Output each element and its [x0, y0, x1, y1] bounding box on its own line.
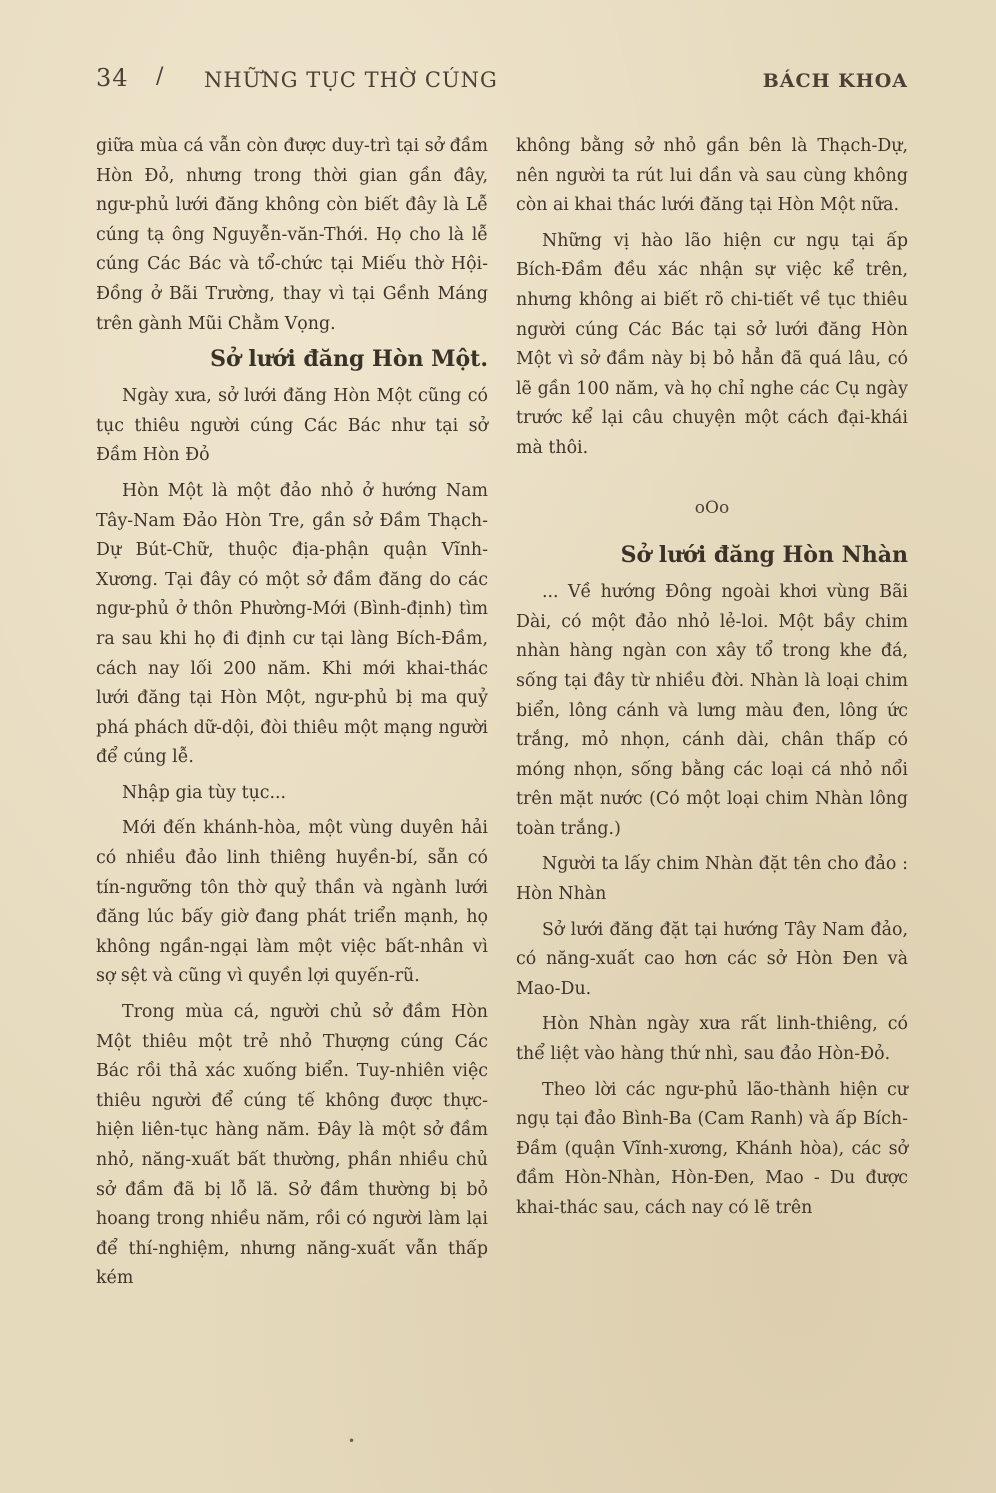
right-column [516, 132, 908, 1230]
footer-mark: • [348, 1434, 356, 1448]
running-section-title: NHỮNG TỤC THỜ CÚNG [204, 68, 498, 92]
section-heading-hon-mot: Sở lưới đăng Hòn Một. [210, 346, 488, 373]
paragraph: không bằng sở nhỏ gần bên là Thạch-Dự, nên người ta rút lui dần và sau cùng không còn ai khai thác lưới đăng tại Hòn Một nữa. [516, 136, 908, 216]
section-heading-hon-nhan: Sở lưới đăng Hòn Nhàn [620, 542, 908, 569]
paragraph: Mới đến khánh-hòa, một vùng duyên hải có nhiều đảo linh thiêng huyền-bí, sẵn có tín-ngưỡng tôn thờ quỷ thần và ngành lưới đăng lúc bấy giờ đang phát triển mạnh, họ không ngần-ngại làm một việc bất-nhân vì sợ sệt và cũng vì quyền lợi quyến-rũ. [96, 818, 488, 987]
section-divider: oOo [694, 497, 730, 518]
magazine-name: BÁCH KHOA [762, 70, 908, 92]
page-number: 34 [96, 64, 129, 92]
paragraph: Những vị hào lão hiện cư ngụ tại ấp Bích-Đầm đều xác nhận sự việc kể trên, nhưng không ai biết rõ chi-tiết về tục thiêu người cúng Các Bác tại sở lưới đăng Hòn Một vì sở đầm này bị bỏ hẳn đã quá lâu, có lẽ gần 100 năm, và họ chỉ nghe các Cụ ngày trước kể lại câu chuyện một cách đại-khái mà thôi. [516, 230, 908, 458]
page-header [96, 62, 908, 98]
paragraph: Sở lưới đăng đặt tại hướng Tây Nam đảo, có năng-xuất cao hơn các sở Hòn Đen và Mao-Du. [516, 919, 908, 999]
paragraph: Trong mùa cá, người chủ sở đầm Hòn Một thiêu một trẻ nhỏ Thượng cúng Các Bác rồi thả xác xuống biển. Tuy-nhiên việc thiêu người để cúng tế không được thực-hiện liên-tục hàng năm. Đây là một sở đầm nhỏ, năng-xuất bất thường, phần nhiều chủ sở đầm đã bị lỗ lã. Sở đầm thường bị bỏ hoang trong nhiều năm, rồi có người làm lại để thí-nghiệm, nhưng năng-xuất vẫn thấp kém [96, 1002, 488, 1289]
header-separator: / [156, 64, 164, 89]
paragraph: giữa mùa cá vẫn còn được duy-trì tại sở đầm Hòn Đỏ, nhưng trong thời gian gần đây, ngư-phủ lưới đăng không còn biết đây là Lễ cúng tạ ông Nguyễn-văn-Thới. Họ cho là lễ cúng Các Bác và tổ-chức tại Miếu thờ Hội-Đồng ở Bãi Trường, thay vì tại Gềnh Máng trên gành Mũi Chằm Vọng. [96, 136, 488, 334]
paragraph: Hòn Một là một đảo nhỏ ở hướng Nam Tây-Nam Đảo Hòn Tre, gần sở Đầm Thạch-Dự Bút-Chữ, thuộc địa-phận quận Vĩnh-Xương. Tại đây có một sở đầm đăng do các ngư-phủ ở thôn Phường-Mới (Bình-định) tìm ra sau khi họ đi định cư tại làng Bích-Đầm, cách nay lối 200 năm. Khi mới khai-thác lưới đăng tại Hòn Một, ngư-phủ bị ma quỷ phá phách dữ-dội, đòi thiêu một mạng người để cúng lễ. [96, 480, 488, 768]
paragraph: Người ta lấy chim Nhàn đặt tên cho đảo : Hòn Nhàn [516, 854, 908, 905]
paragraph: Ngày xưa, sở lưới đăng Hòn Một cũng có tục thiêu người cúng Các Bác như tại sở Đầm Hòn Đỏ [96, 386, 488, 466]
paragraph: Nhập gia tùy tục... [122, 782, 287, 803]
paragraph: Theo lời các ngư-phủ lão-thành hiện cư ngụ tại đảo Bình-Ba (Cam Ranh) và ấp Bích-Đầm (quận Vĩnh-xương, Khánh hòa), các sở đầm Hòn-Nhàn, Hòn-Đen, Mao - Du được khai-thác sau, cách nay có lẽ trên [516, 1079, 908, 1218]
paragraph: ... Về hướng Đông ngoài khơi vùng Bãi Dài, có một đảo nhỏ lẻ-loi. Một bầy chim nhàn hàng ngàn con xây tổ trong khe đá, sống tại đây từ nhiều đời. Nhàn là loại chim biển, lông cánh và lưng màu đen, lông ức trắng, mỏ nhọn, cánh dài, chân thấp có móng nhọn, sống bằng các loại cá nhỏ nổi trên mặt nước (Có một loại chim Nhàn lông toàn trắng.) [516, 582, 908, 839]
paragraph: Hòn Nhàn ngày xưa rất linh-thiêng, có thể liệt vào hàng thứ nhì, sau đảo Hòn-Đỏ. [516, 1014, 908, 1065]
left-column [96, 132, 488, 1300]
